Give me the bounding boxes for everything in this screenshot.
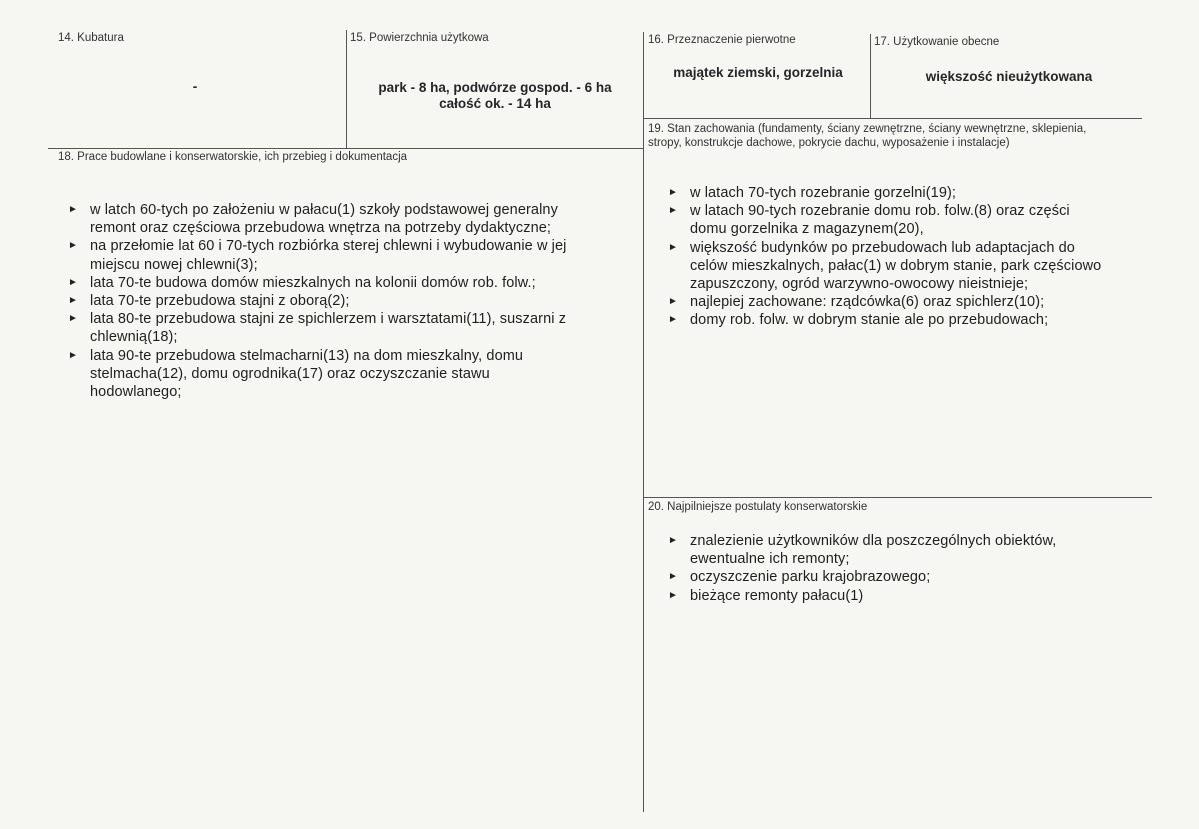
list-item-line: stelmacha(12), domu ogrodnika(17) oraz oczyszczanie stawu <box>90 365 490 382</box>
list-item-line: hodowlanego; <box>90 384 182 401</box>
field20-list <box>668 532 1148 605</box>
divider-14-15 <box>346 30 347 148</box>
list-item-line: domy rob. folw. w dobrym stanie ale po przebudowach; <box>690 312 1049 329</box>
list-item-line: lata 90-te przebudowa stelmacharni(13) na dom mieszkalny, domu <box>90 347 524 364</box>
field19-label-line1: 19. Stan zachowania (fundamenty, ściany zewnętrzne, ściany wewnętrzne, sklepienia, <box>648 123 1087 135</box>
field20-label: 20. Najpilniejsze postulaty konserwatorskie <box>648 501 868 513</box>
field18-list <box>68 201 643 401</box>
field14-label: 14. Kubatura <box>58 32 124 44</box>
divider-16-17 <box>870 34 871 118</box>
list-item-line: znalezienie użytkowników dla poszczególnych obiektów, <box>690 533 1057 549</box>
field14-value: - <box>192 79 198 94</box>
bullet-arrow-icon: ► <box>668 535 678 546</box>
bullet-arrow-icon: ► <box>68 240 78 252</box>
rule-above-20 <box>644 497 1152 498</box>
list-item <box>668 202 1168 238</box>
field18-label: 18. Prace budowlane i konserwatorskie, ich przebieg i dokumentacja <box>58 151 408 163</box>
list-item-line: w latch 60-tych po założeniu w pałacu(1) szkoły podstawowej generalny <box>90 202 558 218</box>
list-item <box>668 587 1148 605</box>
field16-value: majątek ziemski, gorzelnia <box>673 65 843 80</box>
list-item <box>668 239 1168 294</box>
list-item-line: lata 80-te przebudowa stajni ze spichlerzem i warsztatami(11), suszarni z <box>90 311 567 328</box>
field15-label: 15. Powierzchnia użytkowa <box>350 32 489 44</box>
bullet-arrow-icon: ► <box>68 295 78 307</box>
list-item-line: na przełomie lat 60 i 70-tych rozbiórka sterej chlewni i wybudowanie w jej <box>90 238 567 255</box>
field15-value-line2: całość ok. - 14 ha <box>439 96 551 111</box>
list-item <box>668 311 1168 329</box>
bullet-arrow-icon: ► <box>668 571 678 583</box>
list-item-line: lata 70-te budowa domów mieszkalnych na kolonii domów rob. folw.; <box>90 274 536 291</box>
bullet-arrow-icon: ► <box>68 276 78 288</box>
list-item <box>68 292 643 310</box>
bullet-arrow-icon: ► <box>668 589 678 601</box>
list-item-line: większość budynków po przebudowach lub adaptacjach do <box>690 239 1075 256</box>
list-item <box>68 310 643 346</box>
list-item-line: najlepiej zachowane: rządcówka(6) oraz spichlerz(10); <box>690 294 1045 311</box>
list-item-line: remont oraz częściowa przebudowa wnętrza na potrzeby dydaktyczne; <box>90 220 552 237</box>
list-item <box>668 568 1148 586</box>
bullet-arrow-icon: ► <box>668 205 678 217</box>
list-item <box>68 237 643 273</box>
list-item-line: w latach 70-tych rozebranie gorzelni(19); <box>690 185 957 201</box>
list-item <box>668 293 1168 311</box>
list-item <box>68 201 643 237</box>
list-item-line: lata 70-te przebudowa stajni z oborą(2); <box>90 293 350 310</box>
bullet-arrow-icon: ► <box>68 204 78 215</box>
field19-list <box>668 184 1168 330</box>
list-item-line: oczyszczenie parku krajobrazowego; <box>690 569 931 586</box>
rule-above-19 <box>644 118 1142 119</box>
field17-value: większość nieużytkowana <box>925 69 1093 84</box>
bullet-arrow-icon: ► <box>668 241 678 253</box>
list-item-line: celów mieszkalnych, pałac(1) w dobrym stanie, park częściowo <box>690 257 1102 274</box>
list-item-line: bieżące remonty pałacu(1) <box>690 587 864 604</box>
bullet-arrow-icon: ► <box>668 187 678 198</box>
rule-above-18 <box>48 148 644 149</box>
list-item-line: chlewnią(18); <box>90 329 178 346</box>
divider-center <box>643 32 644 812</box>
field17-label: 17. Użytkowanie obecne <box>874 36 1000 48</box>
list-item <box>68 274 643 292</box>
list-item-line: ewentualne ich remonty; <box>690 551 850 568</box>
bullet-arrow-icon: ► <box>668 296 678 308</box>
list-item <box>668 532 1148 568</box>
bullet-arrow-icon: ► <box>68 313 78 325</box>
list-item <box>668 184 1168 202</box>
list-item <box>68 347 643 402</box>
field15-value-line1: park - 8 ha, podwórze gospod. - 6 ha <box>378 80 612 95</box>
field19-label-line2: stropy, konstrukcje dachowe, pokrycie dachu, wyposażenie i instalacje) <box>648 137 1010 149</box>
list-item-line: zapuszczony, ogród warzywno-owocowy nieistnieje; <box>690 276 1029 293</box>
field16-label: 16. Przeznaczenie pierwotne <box>648 34 796 46</box>
list-item-line: domu gorzelnika z magazynem(20), <box>690 221 924 238</box>
list-item-line: w latach 90-tych rozebranie domu rob. folw.(8) oraz części <box>690 203 1070 220</box>
bullet-arrow-icon: ► <box>668 314 678 326</box>
list-item-line: miejscu nowej chlewni(3); <box>90 256 258 273</box>
bullet-arrow-icon: ► <box>68 349 78 361</box>
